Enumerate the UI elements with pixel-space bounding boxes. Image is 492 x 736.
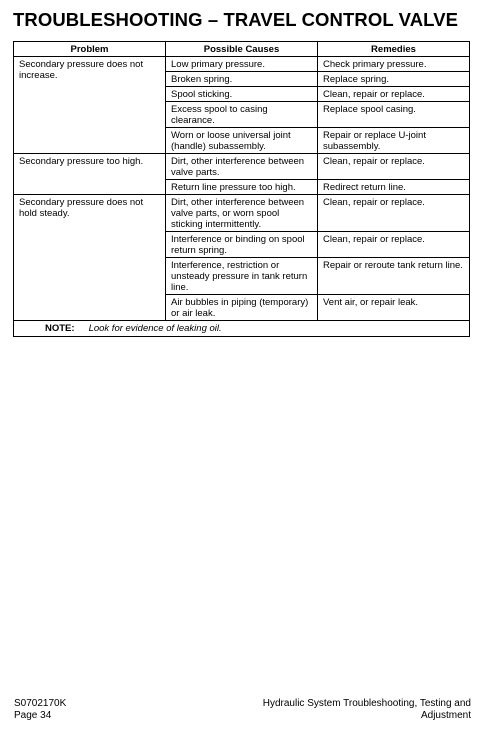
remedy-cell: Clean, repair or replace. [318, 154, 470, 180]
remedy-cell: Repair or reroute tank return line. [318, 258, 470, 295]
remedy-cell: Replace spring. [318, 72, 470, 87]
cause-cell: Air bubbles in piping (temporary) or air leak. [166, 295, 318, 321]
cause-cell: Interference, restriction or unsteady pressure in tank return line. [166, 258, 318, 295]
remedy-cell: Repair or replace U-joint subassembly. [318, 128, 470, 154]
cause-cell: Excess spool to casing clearance. [166, 102, 318, 128]
section-title-line1: Hydraulic System Troubleshooting, Testing and [262, 698, 471, 709]
remedy-cell: Clean, repair or replace. [318, 195, 470, 232]
problem-cell: Secondary pressure does not hold steady. [14, 195, 166, 321]
note-cell [14, 321, 470, 337]
cause-cell: Return line pressure too high. [166, 180, 318, 195]
note-label: NOTE: [45, 323, 75, 334]
cause-cell: Broken spring. [166, 72, 318, 87]
footer-left [14, 698, 66, 722]
table-row [14, 57, 470, 72]
header-problem: Problem [14, 42, 166, 57]
remedy-cell: Replace spool casing. [318, 102, 470, 128]
cause-cell: Low primary pressure. [166, 57, 318, 72]
remedy-cell: Clean, repair or replace. [318, 232, 470, 258]
troubleshooting-table [13, 41, 470, 337]
table-header-row [14, 42, 470, 57]
page-number: Page 34 [14, 710, 52, 721]
remedy-cell: Redirect return line. [318, 180, 470, 195]
cause-cell: Interference or binding on spool return spring. [166, 232, 318, 258]
section-title-line2: Adjustment [420, 710, 471, 721]
problem-cell: Secondary pressure too high. [14, 154, 166, 195]
page-title: TROUBLESHOOTING – TRAVEL CONTROL VALVE [13, 9, 459, 30]
cause-cell: Worn or loose universal joint (handle) subassembly. [166, 128, 318, 154]
table-row [14, 154, 470, 180]
header-remedies: Remedies [318, 42, 470, 57]
document-number: S0702170K [14, 698, 67, 709]
note-text: Look for evidence of leaking oil. [88, 323, 222, 334]
problem-cell: Secondary pressure does not increase. [14, 57, 166, 154]
header-possible-causes: Possible Causes [166, 42, 318, 57]
cause-cell: Spool sticking. [166, 87, 318, 102]
remedy-cell: Clean, repair or replace. [318, 87, 470, 102]
cause-cell: Dirt, other interference between valve parts. [166, 154, 318, 180]
cause-cell: Dirt, other interference between valve parts, or worn spool sticking intermittently. [166, 195, 318, 232]
note-row [14, 321, 470, 337]
footer-right [263, 698, 471, 722]
remedy-cell: Vent air, or repair leak. [318, 295, 470, 321]
remedy-cell: Check primary pressure. [318, 57, 470, 72]
table-row [14, 195, 470, 232]
